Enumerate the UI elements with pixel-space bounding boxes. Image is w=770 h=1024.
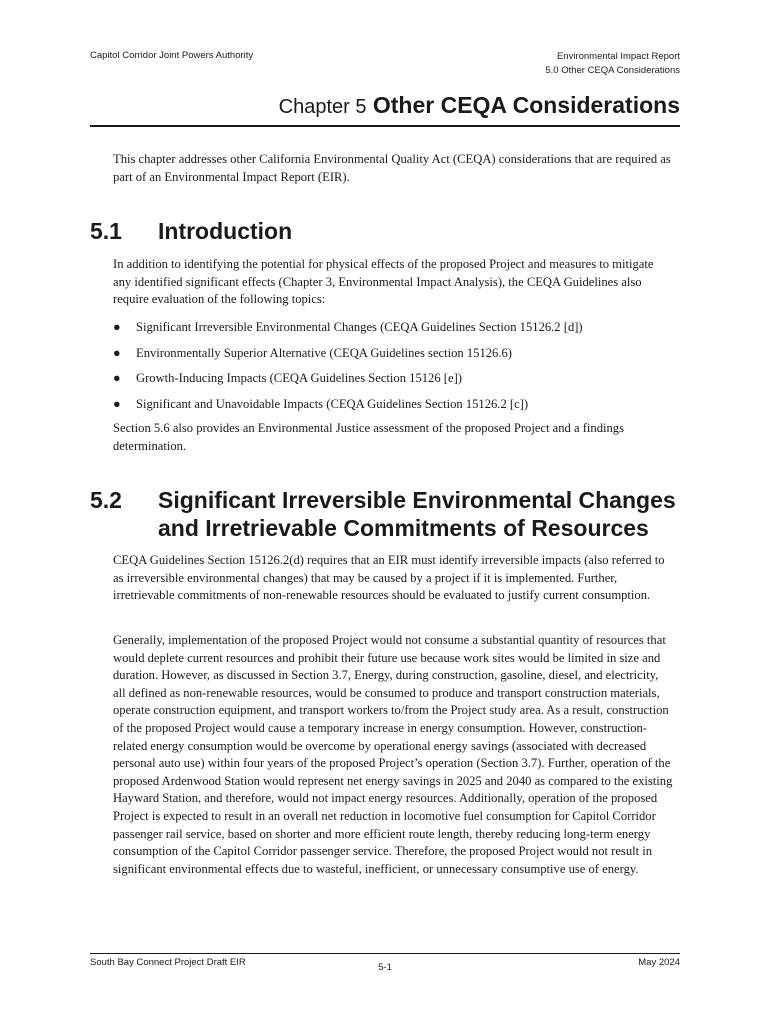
section-5-2-paragraph-1: CEQA Guidelines Section 15126.2(d) requires that an EIR must identify irreversible impacts (also referred to as irreversible environmental changes) that may be caused by a project if it is implemented. Further, irretrievable commitments of non-renewable resources should be evaluated to justify current consumption. [113,553,665,603]
list-item [113,370,673,396]
bullet-icon: ● [113,320,121,334]
section-5-1-number: 5.1 [90,218,122,244]
list-item [113,319,673,345]
footer-document-title: South Bay Connect Project Draft EIR [90,957,246,968]
chapter-name: Other CEQA Considerations [372,92,680,118]
footer-rule [90,953,680,954]
topics-bullet-list [113,319,673,421]
section-5-1-title: Introduction [158,218,293,244]
list-item-text: Growth-Inducing Impacts (CEQA Guidelines Section 15126 [e]) [136,371,462,385]
header-organization: Capitol Corridor Joint Powers Authority [90,50,254,61]
header-document-info [545,50,680,78]
footer-page-number: 5-1 [378,962,392,973]
chapter-title [279,92,680,119]
section-5-1-closing-paragraph: Section 5.6 also provides an Environmental Justice assessment of the proposed Project and a findings determination. [113,421,624,453]
chapter-intro-paragraph: This chapter addresses other California Environmental Quality Act (CEQA) considerations that are required as part of an Environmental Impact Report (EIR). [113,152,671,184]
chapter-number: Chapter 5 [278,96,367,118]
list-item [113,345,673,371]
section-5-1-paragraph: In addition to identifying the potential for physical effects of the proposed Project and measures to mitigate any identified significant effects (Chapter 3, Environmental Impact Analysis), the CEQA Guidelines also require evaluation of the following topics: [113,257,654,307]
bullet-icon: ● [113,345,121,360]
header-report-title: Environmental Impact Report [556,51,680,62]
section-5-2-number: 5.2 [90,487,122,513]
list-item [113,396,673,422]
section-5-2-paragraph-2: Generally, implementation of the proposed Project would not consume a substantial quantity of resources that would deplete current resources and prohibit their future use because work sites would be limited in size and duration. However, as discussed in Section 3.7, Energy, during construction, gasoline, diesel, and electricity, all defined as non-renewable resources, would be consumed to produce and transport construction materials, operate construction equipment, and transport workers to/from the Project study area. As a result, construction of the proposed Project would cause a temporary increase in energy consumption. However, construction-related energy consumption would be overcome by operational energy savings (associated with decreased personal auto use) within four years of the proposed Project’s operation (Section 3.7). Further, operation of the proposed Ardenwood Station would represent net energy savings in 2025 and 2040 as compared to the existing Hayward Station, and therefore, would not impact energy resources. Additionally, operation of the proposed Project is expected to result in an overall net reduction in locomotive fuel consumption for Capitol Corridor passenger rail service, based on shorter and more efficient route length, thereby reducing long-term energy consumption of the Capitol Corridor passenger service. Therefore, the proposed Project would not result in significant environmental effects due to wasteful, inefficient, or unnecessary consumptive use of energy. [113,633,673,876]
list-item-text: Significant Irreversible Environmental Changes (CEQA Guidelines Section 15126.2 [d]) [136,320,583,334]
chapter-title-rule [90,125,680,127]
list-item-text: Environmentally Superior Alternative (CEQA Guidelines section 15126.6) [136,345,512,360]
bullet-icon: ● [113,396,121,411]
section-5-1-heading [90,217,680,245]
bullet-icon: ● [113,371,121,385]
list-item-text: Significant and Unavoidable Impacts (CEQA Guidelines Section 15126.2 [c]) [136,396,529,411]
footer-date: May 2024 [638,957,680,968]
section-5-2-title: Significant Irreversible Environmental Changes and Irretrievable Commitments of Resources [158,487,676,541]
section-5-2-heading [90,486,680,542]
header-chapter-label: 5.0 Other CEQA Considerations [545,65,680,76]
